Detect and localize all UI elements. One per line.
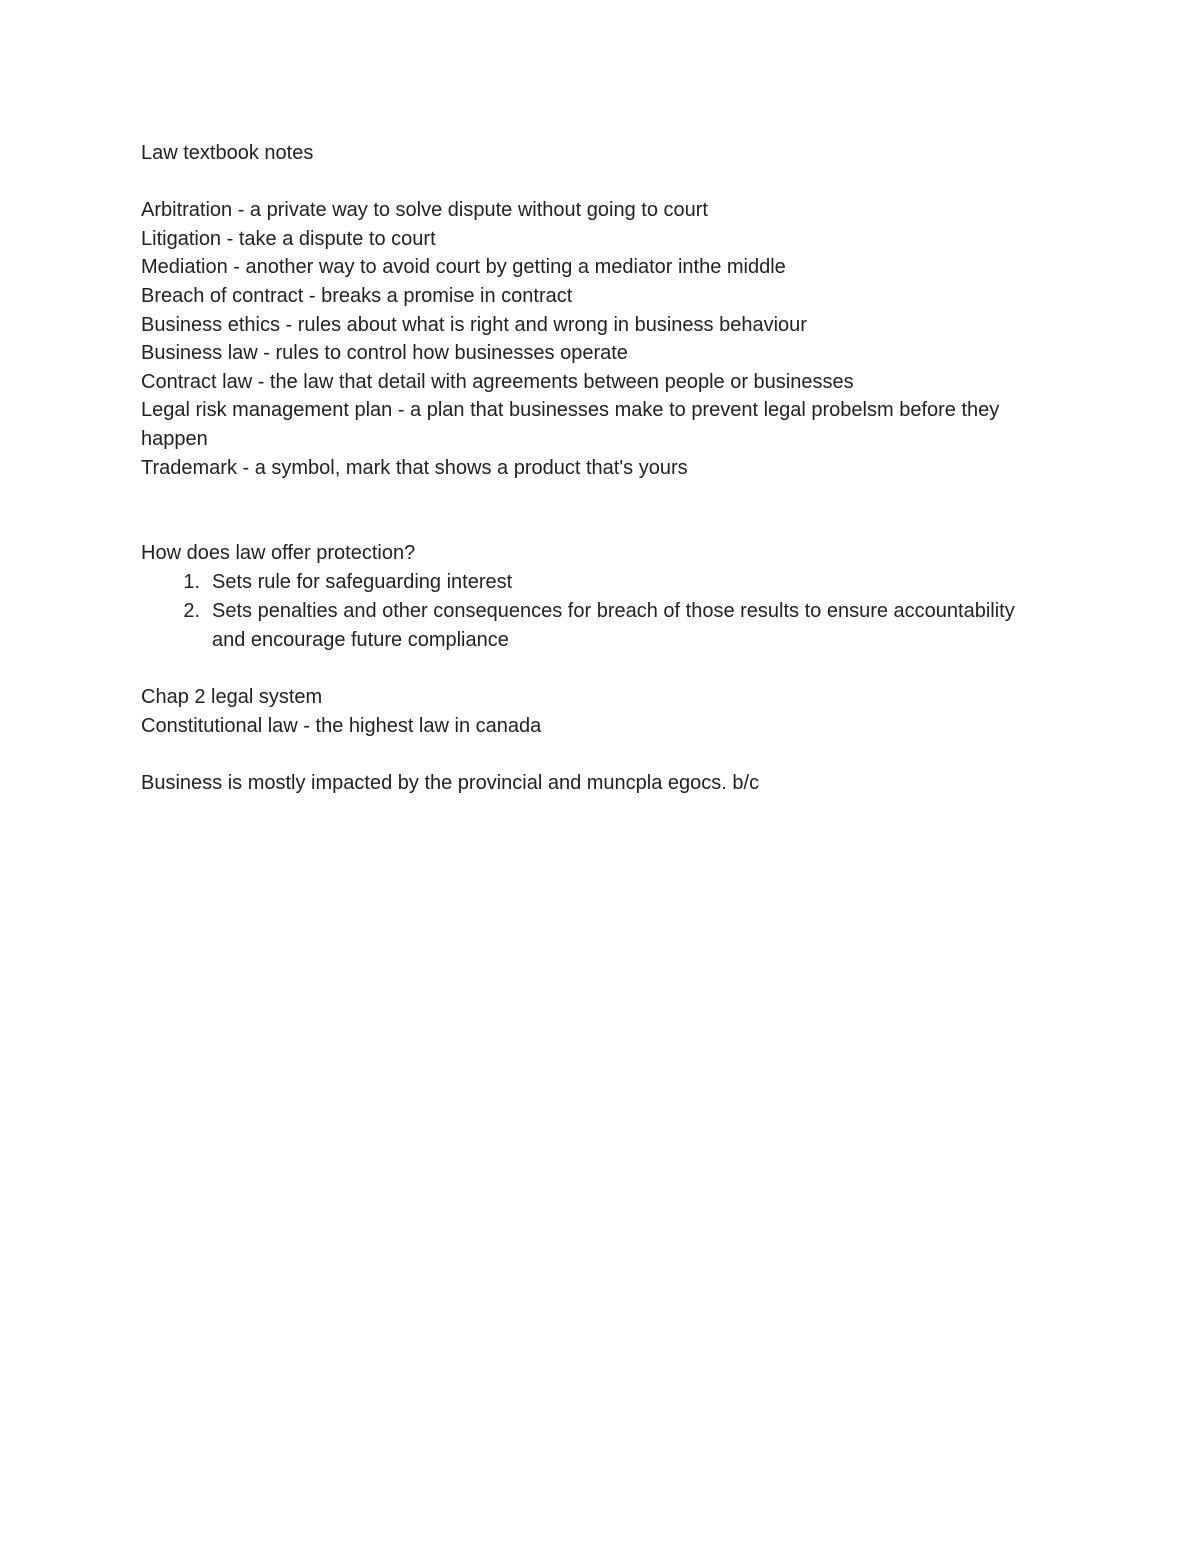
glossary-entry: Business law - rules to control how businesses operate [141,342,628,365]
list-item: Sets penalties and other consequences for breach of those results to ensure accountability and encourage future compliance [212,600,1015,651]
list-item: Sets rule for safeguarding interest [212,570,513,593]
glossary-entry: Business ethics - rules about what is right and wrong in business behaviour [141,313,807,336]
closing-note: Business is mostly impacted by the provincial and muncpla egocs. b/c [141,772,760,795]
glossary-entry: Arbitration - a private way to solve dispute without going to court [141,199,708,222]
glossary-entry: Litigation - take a dispute to court [141,227,436,250]
glossary-entry: Mediation - another way to avoid court by getting a mediator inthe middle [141,256,786,279]
chapter-section [141,683,1041,797]
document-body [141,139,1041,798]
glossary [141,196,1041,482]
spacer [141,740,1041,769]
protection-question: How does law offer protection? [141,542,416,565]
spacer [141,511,1041,540]
spacer [141,655,1041,684]
spacer [141,482,1041,511]
glossary-entry: Legal risk management plan - a plan that businesses make to prevent legal probelsm before they happen [141,399,1000,450]
glossary-entry: Contract law - the law that detail with agreements between people or businesses [141,370,854,393]
glossary-entry: Breach of contract - breaks a promise in contract [141,284,573,307]
glossary-entry: Trademark - a symbol, mark that shows a product that's yours [141,456,688,479]
spacer [141,168,1041,197]
document-title: Law textbook notes [141,142,314,164]
chapter-heading: Chap 2 legal system [141,686,323,709]
protection-list [141,568,1041,654]
constitutional-note: Constitutional law - the highest law in canada [141,714,542,737]
